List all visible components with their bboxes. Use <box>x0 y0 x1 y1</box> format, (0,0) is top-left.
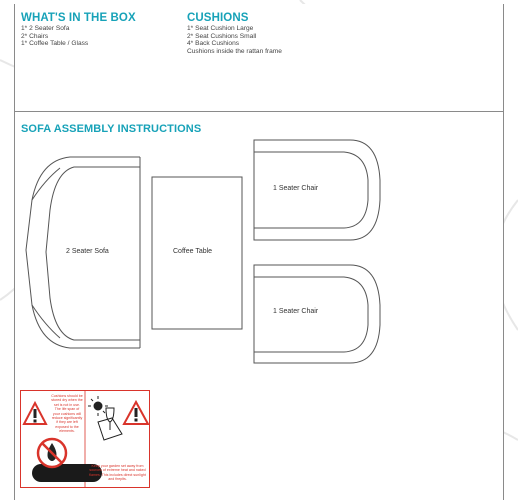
box-item: 1* 2 Seater Sofa <box>21 25 70 32</box>
chair-bottom-label: 1 Seater Chair <box>273 308 319 315</box>
cushion-warning-text: Cushions should be stored dry when the set is not in use. The life span of your cushions will reduce significantly if they are left exposed to the elements. <box>51 394 83 434</box>
cushion-item: 2* Seat Cushions Small <box>187 32 257 40</box>
cushion-item: 4* Back Cushions <box>187 40 240 48</box>
sofa-label: 2 Seater Sofa <box>66 248 109 255</box>
box-item: 1* Coffee Table / Glass <box>21 40 89 48</box>
box-heading: WHAT'S IN THE BOX <box>21 12 136 24</box>
warning-graphic <box>20 390 150 490</box>
chair-top-label: 1 Seater Chair <box>273 185 319 192</box>
cushion-item: Cushions inside the rattan frame <box>187 47 282 55</box>
box-item: 2* Chairs <box>21 32 49 40</box>
coffee-table-label: Coffee Table <box>173 248 213 255</box>
assembly-heading: SOFA ASSEMBLY INSTRUCTIONS <box>21 123 202 135</box>
cushions-heading: CUSHIONS <box>187 12 249 24</box>
heat-warning-text: Keep your garden set away from sources of extreme heat and naked flames. This includes direct sunlight and fireplts. <box>89 464 146 482</box>
cushion-item: 1* Seat Cushion Large <box>187 25 254 32</box>
